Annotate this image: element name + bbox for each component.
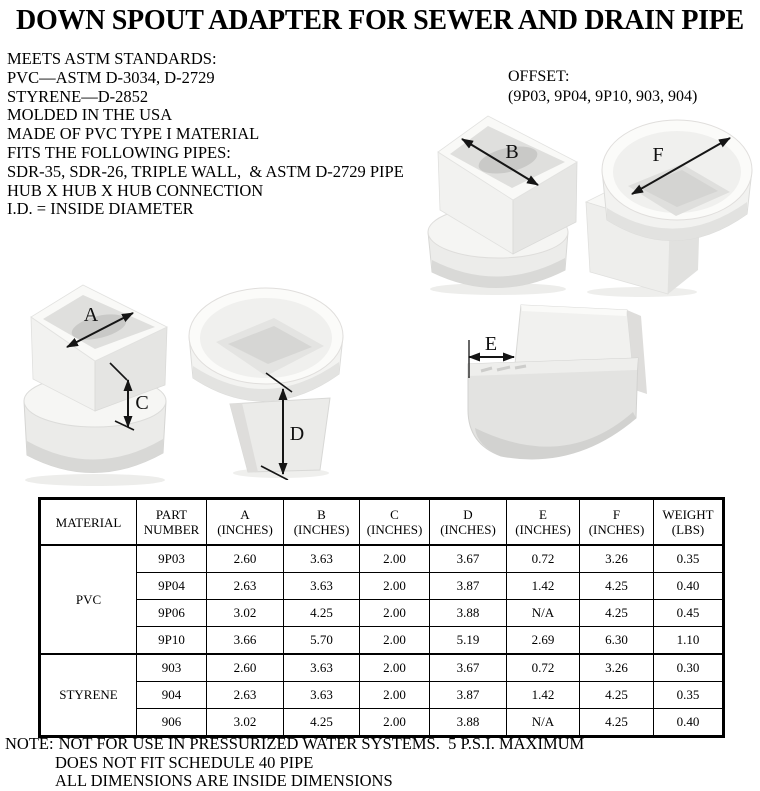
value-cell: 2.60 — [207, 654, 284, 682]
column-header-label: A — [240, 507, 250, 522]
value-cell: 0.45 — [654, 600, 724, 627]
column-header-label: F — [612, 507, 621, 522]
value-cell: 0.30 — [654, 654, 724, 682]
value-cell: 4.25 — [284, 709, 360, 737]
value-cell: 3.88 — [430, 600, 507, 627]
adapter-d-illustration — [186, 284, 346, 480]
dimensions-table — [38, 497, 725, 738]
column-header-weight — [654, 499, 724, 546]
value-cell: 3.63 — [284, 545, 360, 573]
value-cell: 1.42 — [507, 573, 580, 600]
value-cell: 3.88 — [430, 709, 507, 737]
spec-line: HUB X HUB X HUB CONNECTION — [7, 180, 264, 200]
column-header-b — [284, 499, 360, 546]
column-header-label: C — [390, 507, 399, 522]
note-block — [5, 735, 584, 791]
spec-line: MEETS ASTM STANDARDS: — [7, 49, 217, 68]
part-cell: 9P04 — [137, 573, 207, 600]
column-header-c — [360, 499, 430, 546]
part-cell: 904 — [137, 682, 207, 709]
note-text: NOT FOR USE IN PRESSURIZED WATER SYSTEMS. 5 P.S.I. MAXIMUM — [58, 734, 585, 753]
figure-adapter-b — [426, 112, 586, 297]
dimension-label-b: B — [505, 141, 519, 163]
value-cell: 2.63 — [207, 573, 284, 600]
value-cell: 0.40 — [654, 709, 724, 737]
column-header-part-number — [137, 499, 207, 546]
note-line: ALL DIMENSIONS ARE INSIDE DIMENSIONS — [55, 771, 393, 790]
column-header-d — [430, 499, 507, 546]
value-cell: 2.00 — [360, 573, 430, 600]
offset-block — [508, 67, 697, 106]
spec-line: MOLDED IN THE USA — [7, 105, 173, 125]
adapter-ac-illustration — [15, 283, 175, 488]
dimension-label-c: C — [135, 392, 149, 414]
note-line — [5, 735, 584, 754]
column-header-label: WEIGHT — [662, 507, 714, 522]
column-header-label: NUMBER — [143, 522, 200, 537]
dimension-label-a: A — [83, 304, 99, 326]
column-header-label: PART — [155, 507, 188, 522]
table-row — [40, 654, 724, 682]
value-cell: 3.63 — [284, 654, 360, 682]
table-row — [40, 545, 724, 573]
column-header-label: (LBS) — [671, 522, 705, 537]
value-cell: 2.00 — [360, 600, 430, 627]
column-header-label: (INCHES) — [588, 522, 645, 537]
column-header-label: (INCHES) — [515, 522, 571, 537]
material-cell: STYRENE — [40, 654, 137, 737]
adapter-b-illustration — [426, 112, 586, 297]
value-cell: 2.00 — [360, 682, 430, 709]
value-cell: 3.02 — [207, 709, 284, 737]
value-cell: N/A — [507, 600, 580, 627]
column-header-e — [507, 499, 580, 546]
value-cell: 3.63 — [284, 573, 360, 600]
value-cell: 4.25 — [580, 682, 654, 709]
offset-parts: (9P03, 9P04, 9P10, 903, 904) — [508, 87, 698, 105]
adapter-f-illustration — [580, 112, 755, 297]
table-row — [40, 709, 724, 737]
table-row — [40, 573, 724, 600]
specs-block — [7, 50, 404, 219]
value-cell: 5.70 — [284, 627, 360, 655]
spec-line: PVC—ASTM D-3034, D-2729 — [7, 67, 215, 87]
value-cell: 3.02 — [207, 600, 284, 627]
value-cell: 3.87 — [430, 682, 507, 709]
part-cell: 9P10 — [137, 627, 207, 655]
value-cell: 3.87 — [430, 573, 507, 600]
part-cell: 9P06 — [137, 600, 207, 627]
value-cell: 2.00 — [360, 709, 430, 737]
figure-adapter-ac — [15, 283, 175, 488]
figure-adapter-f — [580, 112, 755, 297]
value-cell: 0.35 — [654, 545, 724, 573]
value-cell: 3.67 — [430, 545, 507, 573]
column-header-label: (INCHES) — [217, 522, 273, 537]
value-cell: 3.66 — [207, 627, 284, 655]
part-cell: 903 — [137, 654, 207, 682]
column-header-f — [580, 499, 654, 546]
value-cell: 0.72 — [507, 654, 580, 682]
dimension-label-f: F — [652, 144, 664, 166]
value-cell: 4.25 — [284, 600, 360, 627]
value-cell: 2.69 — [507, 627, 580, 655]
value-cell: 1.42 — [507, 682, 580, 709]
column-header-label: (INCHES) — [440, 522, 496, 537]
column-header-label: (INCHES) — [366, 522, 423, 537]
note-line: DOES NOT FIT SCHEDULE 40 PIPE — [55, 752, 314, 772]
value-cell: 3.67 — [430, 654, 507, 682]
value-cell: 2.00 — [360, 627, 430, 655]
value-cell: 0.72 — [507, 545, 580, 573]
value-cell: 3.63 — [284, 682, 360, 709]
figure-adapter-e — [455, 300, 650, 472]
value-cell: 2.63 — [207, 682, 284, 709]
table-row — [40, 682, 724, 709]
value-cell: 4.25 — [580, 573, 654, 600]
dimension-label-e: E — [484, 333, 498, 355]
spec-line: I.D. = INSIDE DIAMETER — [7, 199, 194, 219]
part-cell: 906 — [137, 709, 207, 737]
table-row — [40, 627, 724, 655]
value-cell: 1.10 — [654, 627, 724, 655]
column-header-a — [207, 499, 284, 546]
offset-label: OFFSET: — [508, 68, 570, 85]
value-cell: 3.26 — [580, 545, 654, 573]
value-cell: 2.60 — [207, 545, 284, 573]
value-cell: 4.25 — [580, 600, 654, 627]
adapter-e-illustration — [455, 300, 650, 472]
dimension-label-d: D — [289, 423, 305, 445]
table-header-row — [40, 499, 724, 546]
spec-line: FITS THE FOLLOWING PIPES: — [7, 142, 231, 162]
page-title: DOWN SPOUT ADAPTER FOR SEWER AND DRAIN PIPE — [16, 5, 744, 36]
part-cell: 9P03 — [137, 545, 207, 573]
value-cell: 0.40 — [654, 573, 724, 600]
column-header-label: B — [317, 507, 326, 522]
figure-adapter-d — [186, 284, 346, 480]
column-header-label: (INCHES) — [293, 522, 350, 537]
value-cell: 4.25 — [580, 709, 654, 737]
column-header-material — [40, 499, 137, 546]
value-cell: 0.35 — [654, 682, 724, 709]
value-cell: 5.19 — [430, 627, 507, 655]
table-row — [40, 600, 724, 627]
value-cell: 6.30 — [580, 627, 654, 655]
value-cell: 3.26 — [580, 654, 654, 682]
column-header-label: E — [539, 507, 547, 522]
column-header-label: MATERIAL — [55, 514, 122, 530]
value-cell: 2.00 — [360, 654, 430, 682]
value-cell: 2.00 — [360, 545, 430, 573]
value-cell: N/A — [507, 709, 580, 737]
column-header-label: D — [463, 507, 473, 522]
spec-line: SDR-35, SDR-26, TRIPLE WALL, & ASTM D-2729 PIPE — [7, 161, 404, 181]
spec-line: STYRENE—D-2852 — [7, 86, 149, 106]
note-prefix: NOTE: — [5, 734, 54, 753]
spec-line: MADE OF PVC TYPE I MATERIAL — [7, 124, 260, 144]
material-cell: PVC — [40, 545, 137, 654]
